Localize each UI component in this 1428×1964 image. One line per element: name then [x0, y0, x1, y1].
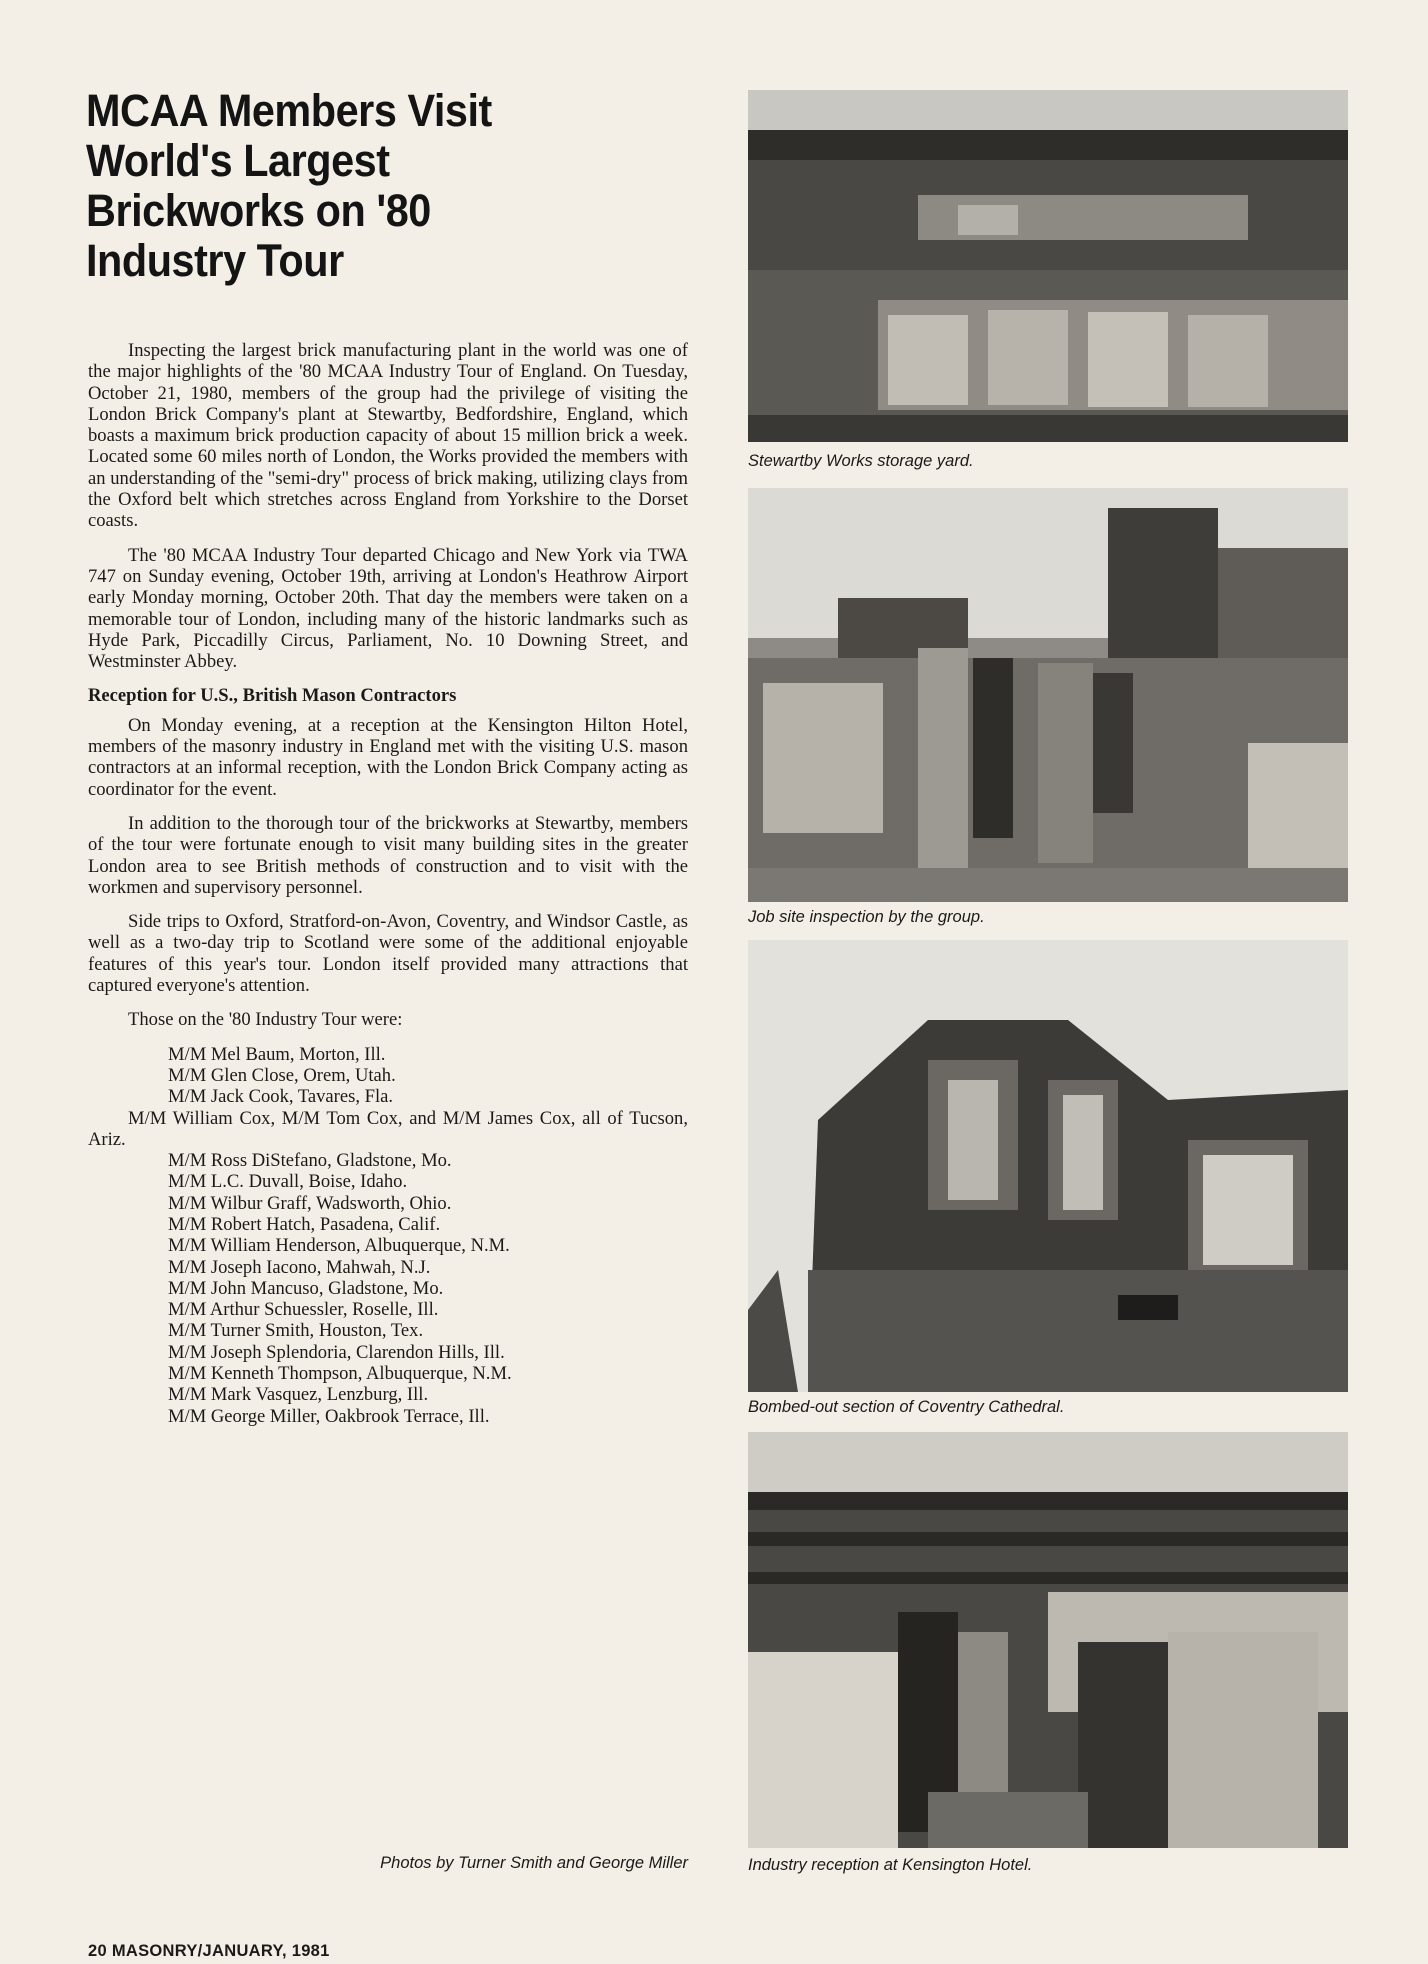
headline-line: MCAA Members Visit	[86, 85, 492, 136]
attendee-text: M/M Mel Baum, Morton, Ill.	[168, 1043, 386, 1065]
attendee-list	[88, 1044, 688, 1427]
attendee-text: M/M Arthur Schuessler, Roselle, Ill.	[168, 1299, 439, 1321]
attendee-item	[88, 1342, 688, 1363]
attendee-text: M/M John Mancuso, Gladstone, Mo.	[168, 1277, 444, 1299]
attendee-text: M/M L.C. Duvall, Boise, Idaho.	[168, 1171, 408, 1193]
attendee-item	[88, 1086, 688, 1107]
page-folio: 20 MASONRY/JANUARY, 1981	[88, 1942, 330, 1960]
paragraph: Side trips to Oxford, Stratford-on-Avon, Coventry, and Windsor Castle, as well as a two-day trip to Scotland were some of the additional enjoyable features of this year's tour. London itself provided many attractions that captured everyone's attention.	[88, 911, 688, 997]
attendee-item	[88, 1214, 688, 1235]
attendee-text: M/M William Henderson, Albuquerque, N.M.	[168, 1235, 510, 1257]
attendee-item	[88, 1235, 688, 1256]
photo-caption: Job site inspection by the group.	[748, 908, 985, 926]
attendee-text: M/M Mark Vasquez, Lenzburg, Ill.	[168, 1384, 429, 1406]
attendee-item	[88, 1278, 688, 1299]
attendee-item	[88, 1171, 688, 1192]
reception-photo	[748, 1432, 1348, 1848]
attendee-text: M/M Joseph Iacono, Mahwah, N.J.	[168, 1256, 431, 1278]
attendee-item	[88, 1193, 688, 1214]
attendee-item	[88, 1257, 688, 1278]
attendee-item: M/M William Cox, M/M Tom Cox, and M/M James Cox, all of Tucson, Ariz.	[88, 1107, 688, 1150]
attendee-text: M/M Joseph Splendoria, Clarendon Hills, Ill.	[168, 1341, 505, 1363]
attendee-item	[88, 1044, 688, 1065]
attendee-item	[88, 1065, 688, 1086]
storage-yard-photo	[748, 90, 1348, 442]
paragraph: Those on the '80 Industry Tour were:	[128, 1009, 403, 1031]
photo-credit: Photos by Turner Smith and George Miller	[380, 1854, 688, 1872]
photo-caption: Industry reception at Kensington Hotel.	[748, 1856, 1033, 1874]
attendee-item	[88, 1363, 688, 1384]
paragraph: On Monday evening, at a reception at the Kensington Hilton Hotel, members of the masonry industry in England met with the visiting U.S. mason contractors at an informal reception, with the London Brick Company acting as coordinator for the event.	[88, 714, 688, 800]
attendee-item	[88, 1299, 688, 1320]
job-site-photo	[748, 488, 1348, 902]
paragraph: Inspecting the largest brick manufacturing plant in the world was one of the major highlights of the '80 MCAA Industry Tour of England. On Tuesday, October 21, 1980, members of the group had the privilege of visiting the London Brick Company's plant at Stewartby, Bedfordshire, England, which boasts a maximum brick production capacity of about 15 million brick a week. Located some 60 miles north of London, the Works provided the members with an understanding of the "semi-dry" process of brick making, utilizing clays from the Oxford belt which stretches across England from Yorkshire to the Dorset coasts.	[88, 340, 688, 532]
attendee-text: M/M Glen Close, Orem, Utah.	[168, 1064, 396, 1086]
subheading: Reception for U.S., British Mason Contractors	[88, 685, 457, 707]
headline-line: Industry Tour	[86, 235, 344, 286]
attendee-item	[88, 1320, 688, 1341]
headline-line: World's Largest	[86, 135, 390, 186]
article-headline	[86, 86, 601, 286]
photo-caption: Bombed-out section of Coventry Cathedral.	[748, 1398, 1065, 1416]
paragraph: The '80 MCAA Industry Tour departed Chicago and New York via TWA 747 on Sunday evening, October 19th, arriving at London's Heathrow Airport early Monday morning, October 20th. That day the members were taken on a memorable tour of London, including many of the historic landmarks such as Hyde Park, Piccadilly Circus, Parliament, No. 10 Downing Street, and Westminster Abbey.	[88, 544, 688, 673]
headline-line: Brickworks on '80	[86, 185, 431, 236]
attendee-text: M/M Robert Hatch, Pasadena, Calif.	[168, 1213, 441, 1235]
attendee-text: M/M Wilbur Graff, Wadsworth, Ohio.	[168, 1192, 452, 1214]
paragraph: In addition to the thorough tour of the brickworks at Stewartby, members of the tour were fortunate enough to visit many building sites in the greater London area to see British methods of construction and to visit with the workmen and supervisory personnel.	[88, 812, 688, 898]
photo-caption: Stewartby Works storage yard.	[748, 452, 974, 470]
attendee-text: M/M Turner Smith, Houston, Tex.	[168, 1320, 424, 1342]
attendee-text: M/M George Miller, Oakbrook Terrace, Ill.	[168, 1405, 490, 1427]
attendee-item	[88, 1384, 688, 1405]
attendee-text: M/M Jack Cook, Tavares, Fla.	[168, 1086, 394, 1108]
attendee-text: M/M Kenneth Thompson, Albuquerque, N.M.	[168, 1363, 512, 1385]
attendee-item	[88, 1406, 688, 1427]
article-body	[88, 340, 688, 1427]
attendee-item	[88, 1150, 688, 1171]
coventry-cathedral-photo	[748, 940, 1348, 1392]
attendee-text: M/M Ross DiStefano, Gladstone, Mo.	[168, 1150, 452, 1172]
